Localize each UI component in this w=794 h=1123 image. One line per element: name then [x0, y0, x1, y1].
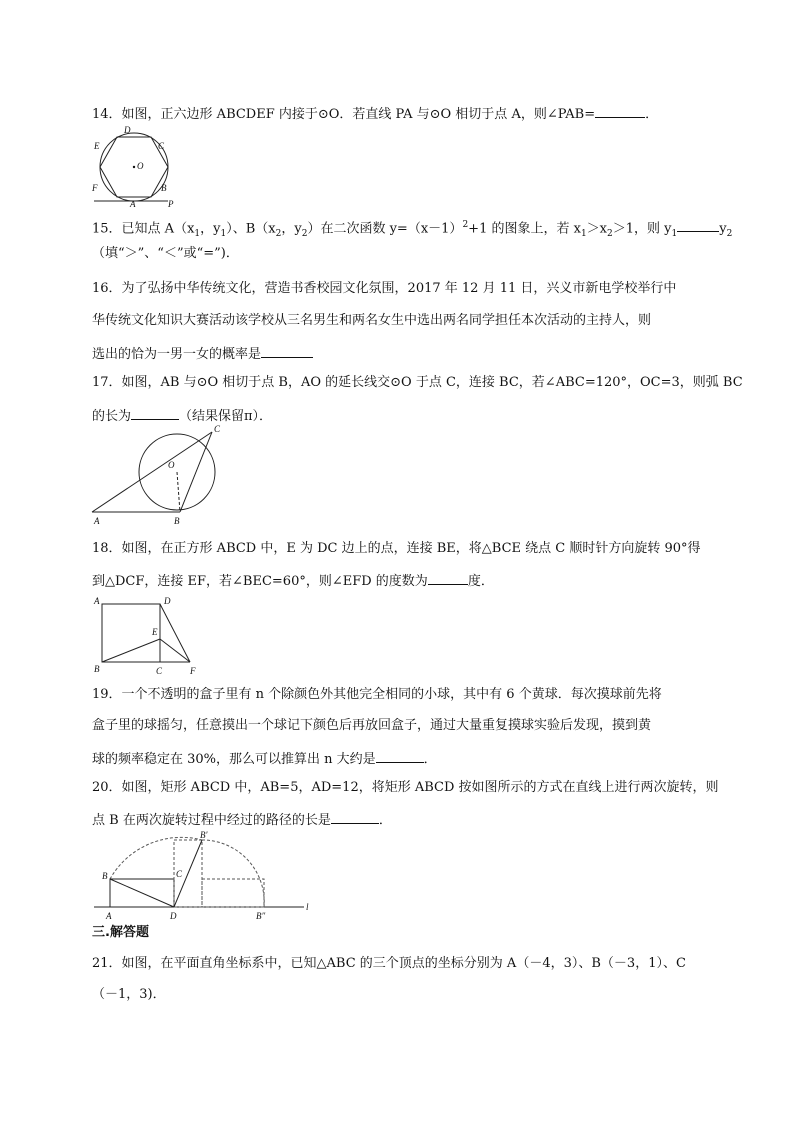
q20-label-B2: B″ — [256, 911, 266, 921]
q14-text: 14．如图，正六边形 ABCDEF 内接于⊙O．若直线 PA 与⊙O 相切于点 A，则∠PAB= ． — [92, 103, 658, 124]
q18-answer-blank[interactable] — [428, 570, 468, 585]
q18-label-D: D — [164, 596, 171, 606]
q17-label-O: O — [168, 460, 175, 470]
q19-line3: 球的频率稳定在 30%，那么可以推算出 n 大约是 ． — [92, 748, 437, 769]
q20-rect-rot2 — [202, 879, 264, 907]
q19-line2: 盒子里的球摇匀，任意摸出一个球记下颜色后再放回盒子，通过大量重复摸球实验后发现，摸到黄 — [92, 718, 652, 733]
q18-label-E: E — [152, 627, 158, 637]
q14-label-O: O — [137, 161, 144, 171]
q18-line2: 到△DCF，连接 EF，若∠BEC=60°，则∠EFD 的度数为 度． — [92, 570, 494, 591]
q16-line3: 选出的恰为一男一女的概率是 — [92, 343, 313, 364]
q18-segment-DF — [160, 604, 190, 662]
q20-line2: 点 B 在两次旋转过程中经过的路径的长是 ． — [92, 809, 392, 830]
q17-label-A: A — [94, 516, 100, 526]
q15-line2: （填“＞”、“＜”或“=”)． — [92, 246, 239, 261]
q17-segment-OB — [177, 472, 180, 512]
q20-segment-BD — [110, 879, 174, 907]
q14-label-F: F — [92, 183, 98, 193]
q18-segment-EF — [160, 639, 190, 662]
q18-line1: 18．如图，在正方形 ABCD 中，E 为 DC 边上的点，连接 BE，将△BCE 绕点 C 顺时针方向旋转 90°得 — [92, 541, 701, 556]
q17-segment-BC — [180, 432, 212, 512]
q14-label-C: C — [158, 141, 165, 151]
section-heading: 三.解答题 — [92, 925, 149, 940]
q17-line1: 17．如图，AB 与⊙O 相切于点 B，AO 的延长线交⊙O 于点 C，连接 BC，若∠ABC=120°，OC=3，则弧 BC — [92, 375, 743, 390]
q19-answer-blank[interactable] — [376, 748, 424, 763]
q17-label-C: C — [214, 424, 221, 434]
q14-hexagon-figure — [92, 125, 172, 207]
q20-label-C: C — [176, 869, 183, 879]
q17-line2: 的长为 （结果保留π）． — [92, 405, 272, 426]
q16-answer-blank[interactable] — [261, 343, 313, 358]
q19-line1: 19．一个不透明的盒子里有 n 个除颜色外其他完全相同的小球，其中有 6 个黄球．每次摸球前先将 — [92, 687, 662, 702]
q18-label-C: C — [156, 666, 163, 676]
q20-label-l: l — [306, 902, 309, 912]
q17-circle-figure — [92, 424, 232, 528]
q20-label-D: D — [170, 911, 177, 921]
q15-line1: 15．已知点 $A(x_1$，$y_1$）、$B(x_2$，$y_2$）在二次函数 $y=(x-1)^2+1$ 的图象上，若 $x_1>x_2>1$，则 $y_1$ $y_2$ — [92, 216, 732, 243]
q14-label-B: B — [161, 183, 167, 193]
q16-line2: 华传统文化知识大赛活动该学校从三名男生和两名女生中选出两名同学担任本次活动的主持人，则 — [92, 313, 652, 328]
q21-line2: （－1，3)． — [92, 987, 166, 1002]
q20-path-arc2 — [202, 840, 264, 907]
q16-line1: 16．为了弘扬中华传统文化，营造书香校园文化氛围，2017 年 12 月 11 日，兴义市新电学校举行中 — [92, 281, 677, 296]
q17-answer-blank[interactable] — [131, 405, 179, 420]
q14-label-D: D — [124, 125, 131, 135]
q20-label-B: B — [102, 871, 108, 881]
q14-label-A: A — [130, 199, 136, 209]
q17-label-B: B — [174, 516, 180, 526]
q18-label-B: B — [94, 664, 100, 674]
q18-square-figure — [92, 597, 204, 675]
q14-label-P: P — [168, 199, 174, 209]
q20-label-B1: B' — [200, 830, 208, 840]
q14-center-dot — [133, 166, 135, 168]
q20-answer-blank[interactable] — [331, 809, 379, 824]
q14-stem: 14．如图，正六边形 ABCDEF 内接于⊙O．若直线 PA 与⊙O 相切于点 A，则∠PAB= — [92, 107, 596, 122]
q18-label-A: A — [94, 596, 100, 606]
q14-label-E: E — [94, 141, 100, 151]
q14-answer-blank[interactable] — [595, 103, 645, 118]
q20-label-A: A — [106, 911, 112, 921]
q18-label-F: F — [190, 666, 196, 676]
q15-answer-blank[interactable] — [677, 217, 719, 232]
q20-line1: 20．如图，矩形 ABCD 中，AB=5，AD=12，将矩形 ABCD 按如图所示的方式在直线上进行两次旋转，则 — [92, 780, 719, 795]
q20-rotation-figure — [92, 830, 322, 922]
q21-line1: 21．如图，在平面直角坐标系中，已知△ABC 的三个顶点的坐标分别为 A（－4，3）、B（－3，1）、C — [92, 956, 686, 971]
q18-segment-BE — [102, 639, 160, 662]
